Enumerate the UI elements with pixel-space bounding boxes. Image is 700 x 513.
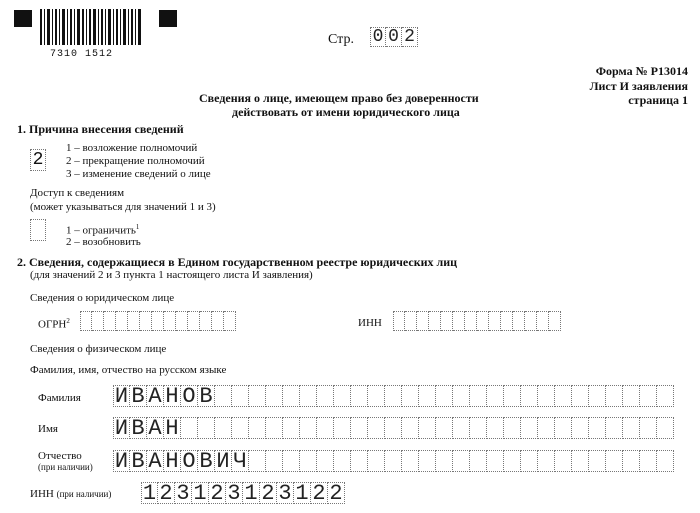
char-cell[interactable] xyxy=(198,417,215,439)
footnote-1-mark: 1 xyxy=(135,223,140,231)
char-cell[interactable] xyxy=(470,385,487,407)
char-cell[interactable] xyxy=(572,385,589,407)
barcode-number: 7310 1512 xyxy=(50,49,114,60)
char-cell[interactable] xyxy=(300,385,317,407)
char-cell[interactable] xyxy=(419,450,436,472)
char-cell[interactable] xyxy=(640,417,657,439)
char-cell[interactable] xyxy=(657,417,674,439)
physical-person-label: Сведения о физическом лице xyxy=(30,343,167,355)
char-cell[interactable] xyxy=(351,385,368,407)
inn-cell[interactable] xyxy=(549,311,561,331)
char-cell[interactable] xyxy=(640,450,657,472)
char-cell[interactable]: В xyxy=(130,385,147,407)
char-cell[interactable] xyxy=(487,417,504,439)
reason-code-cell[interactable]: 2 xyxy=(30,149,46,171)
char-cell[interactable] xyxy=(181,417,198,439)
char-cell[interactable] xyxy=(283,385,300,407)
inn-cell[interactable] xyxy=(465,311,477,331)
char-cell[interactable] xyxy=(606,450,623,472)
char-cell[interactable] xyxy=(606,417,623,439)
char-cell[interactable] xyxy=(623,417,640,439)
ogrn-cell[interactable] xyxy=(128,311,140,331)
section-2-title: 2. Сведения, содержащиеся в Едином государственном реестре юридических лиц xyxy=(17,255,458,269)
page-digit-cell: 0 xyxy=(370,27,386,47)
char-cell[interactable] xyxy=(589,417,606,439)
patronymic-cells[interactable] xyxy=(113,450,674,472)
page-title-line-2: действовать от имени юридического лица xyxy=(232,105,460,119)
char-cell[interactable] xyxy=(504,385,521,407)
page-label: Стр. xyxy=(328,32,354,47)
person-inn-cells[interactable] xyxy=(141,482,345,504)
person-inn-label-text: ИНН xyxy=(30,488,54,500)
char-cell[interactable] xyxy=(657,385,674,407)
sheet-page-label: страница 1 xyxy=(628,93,688,107)
char-cell[interactable]: 1 xyxy=(142,480,157,506)
ogrn-cell[interactable] xyxy=(152,311,164,331)
person-inn-note: (при наличии) xyxy=(56,489,112,499)
char-cell[interactable] xyxy=(589,450,606,472)
char-cell[interactable]: В xyxy=(130,417,147,439)
char-cell[interactable]: 2 xyxy=(260,482,277,504)
surname-cells[interactable] xyxy=(113,385,674,407)
page-number-cells xyxy=(370,27,418,47)
ogrn-cell[interactable] xyxy=(116,311,128,331)
patronymic-note: (при наличии) xyxy=(38,462,93,472)
barcode xyxy=(40,9,142,45)
char-cell[interactable]: 2 xyxy=(209,482,226,504)
ogrn-cell[interactable] xyxy=(200,311,212,331)
char-cell[interactable] xyxy=(623,450,640,472)
ogrn-cells[interactable] xyxy=(80,311,236,331)
char-cell[interactable] xyxy=(453,417,470,439)
ogrn-label xyxy=(38,317,70,331)
char-cell[interactable]: 3 xyxy=(175,482,192,504)
char-cell[interactable] xyxy=(402,385,419,407)
char-cell[interactable] xyxy=(504,450,521,472)
char-cell[interactable] xyxy=(623,385,640,407)
access-option-2: 2 – возобновить xyxy=(66,236,141,248)
char-cell[interactable]: 3 xyxy=(277,482,294,504)
char-cell[interactable] xyxy=(572,450,589,472)
char-cell[interactable] xyxy=(589,385,606,407)
inn-cell[interactable] xyxy=(429,311,441,331)
char-cell[interactable]: В xyxy=(130,450,147,472)
inn-cell[interactable] xyxy=(393,311,405,331)
char-cell[interactable] xyxy=(470,417,487,439)
page-digit-cell: 0 xyxy=(386,27,402,47)
char-cell[interactable] xyxy=(419,385,436,407)
char-cell[interactable] xyxy=(283,417,300,439)
char-cell[interactable] xyxy=(640,385,657,407)
access-note: (может указываться для значений 1 и 3) xyxy=(30,201,216,213)
char-cell[interactable]: И xyxy=(114,415,129,441)
char-cell[interactable] xyxy=(538,417,555,439)
ogrn-cell[interactable] xyxy=(164,311,176,331)
inn-cell[interactable] xyxy=(513,311,525,331)
char-cell[interactable] xyxy=(606,385,623,407)
char-cell[interactable] xyxy=(300,450,317,472)
char-cell[interactable] xyxy=(555,417,572,439)
char-cell[interactable] xyxy=(555,450,572,472)
char-cell[interactable]: А xyxy=(147,385,164,407)
char-cell[interactable] xyxy=(487,385,504,407)
char-cell[interactable]: Ч xyxy=(232,450,249,472)
inn-label: ИНН xyxy=(358,317,382,329)
char-cell[interactable] xyxy=(521,385,538,407)
inn-cell[interactable] xyxy=(537,311,549,331)
char-cell[interactable] xyxy=(504,417,521,439)
char-cell[interactable]: В xyxy=(198,450,215,472)
char-cell[interactable] xyxy=(453,450,470,472)
char-cell[interactable] xyxy=(385,417,402,439)
ogrn-cell[interactable] xyxy=(80,311,92,331)
char-cell[interactable]: 2 xyxy=(328,482,345,504)
char-cell[interactable] xyxy=(402,417,419,439)
fio-label: Фамилия, имя, отчество на русском языке xyxy=(30,364,227,376)
char-cell[interactable]: 1 xyxy=(294,482,311,504)
ogrn-cell[interactable] xyxy=(176,311,188,331)
char-cell[interactable] xyxy=(249,417,266,439)
page-digit-cell: 2 xyxy=(402,27,418,47)
char-cell[interactable]: И xyxy=(114,448,129,474)
char-cell[interactable] xyxy=(317,450,334,472)
section-2-subtitle: (для значений 2 и 3 пункта 1 настоящего листа И заявления) xyxy=(30,269,313,281)
inn-cell[interactable] xyxy=(501,311,513,331)
char-cell[interactable] xyxy=(317,417,334,439)
char-cell[interactable] xyxy=(470,450,487,472)
char-cell[interactable] xyxy=(266,417,283,439)
sheet-label: Лист И заявления xyxy=(589,79,688,93)
char-cell[interactable] xyxy=(351,417,368,439)
char-cell[interactable] xyxy=(487,450,504,472)
char-cell[interactable] xyxy=(215,417,232,439)
char-cell[interactable] xyxy=(266,385,283,407)
ogrn-cell[interactable] xyxy=(92,311,104,331)
inn-cell[interactable] xyxy=(477,311,489,331)
corner-marker-right xyxy=(159,10,177,27)
char-cell[interactable] xyxy=(572,417,589,439)
char-cell[interactable]: Н xyxy=(164,417,181,439)
ogrn-cell[interactable] xyxy=(104,311,116,331)
char-cell[interactable] xyxy=(436,385,453,407)
inn-cell[interactable] xyxy=(405,311,417,331)
footnote-2-mark: 2 xyxy=(66,317,70,325)
char-cell[interactable] xyxy=(538,450,555,472)
section-1-title: 1. Причина внесения сведений xyxy=(17,122,184,136)
char-cell[interactable]: Н xyxy=(164,450,181,472)
char-cell[interactable] xyxy=(232,417,249,439)
char-cell[interactable] xyxy=(368,450,385,472)
char-cell[interactable]: 1 xyxy=(192,482,209,504)
char-cell[interactable]: 2 xyxy=(158,482,175,504)
char-cell[interactable]: 1 xyxy=(243,482,260,504)
char-cell[interactable] xyxy=(317,385,334,407)
char-cell[interactable]: И xyxy=(215,450,232,472)
access-option-1-text: 1 – ограничить xyxy=(66,224,136,237)
reason-option-3: 3 – изменение сведений о лице xyxy=(66,168,211,180)
char-cell[interactable] xyxy=(232,385,249,407)
char-cell[interactable] xyxy=(334,417,351,439)
inn-cell[interactable] xyxy=(417,311,429,331)
ogrn-cell[interactable] xyxy=(140,311,152,331)
char-cell[interactable] xyxy=(436,417,453,439)
inn-cell[interactable] xyxy=(525,311,537,331)
reason-option-2: 2 – прекращение полномочий xyxy=(66,155,205,167)
char-cell[interactable] xyxy=(368,417,385,439)
char-cell[interactable] xyxy=(521,417,538,439)
access-label: Доступ к сведениям xyxy=(30,187,125,199)
char-cell[interactable]: В xyxy=(198,385,215,407)
char-cell[interactable] xyxy=(436,450,453,472)
char-cell[interactable]: А xyxy=(147,417,164,439)
char-cell[interactable] xyxy=(249,450,266,472)
char-cell[interactable]: Н xyxy=(164,385,181,407)
ogrn-label-text: ОГРН xyxy=(38,318,67,331)
char-cell[interactable] xyxy=(266,450,283,472)
char-cell[interactable]: 2 xyxy=(311,482,328,504)
char-cell[interactable]: 3 xyxy=(226,482,243,504)
char-cell[interactable] xyxy=(657,450,674,472)
name-label: Имя xyxy=(38,423,58,435)
char-cell[interactable]: О xyxy=(181,450,198,472)
ogrn-cell[interactable] xyxy=(212,311,224,331)
ogrn-cell[interactable] xyxy=(188,311,200,331)
char-cell[interactable] xyxy=(334,450,351,472)
legal-entity-label: Сведения о юридическом лице xyxy=(30,292,175,304)
inn-cell[interactable] xyxy=(489,311,501,331)
reason-option-1: 1 – возложение полномочий xyxy=(66,142,198,154)
char-cell[interactable] xyxy=(402,450,419,472)
corner-marker-left xyxy=(14,10,32,27)
name-cells[interactable] xyxy=(113,417,674,439)
char-cell[interactable] xyxy=(249,385,266,407)
char-cell[interactable] xyxy=(334,385,351,407)
person-inn-label xyxy=(30,488,111,500)
char-cell[interactable] xyxy=(419,417,436,439)
page-title-line-1: Сведения о лице, имеющем право без доверенности xyxy=(199,91,479,105)
ogrn-cell[interactable] xyxy=(224,311,236,331)
char-cell[interactable] xyxy=(453,385,470,407)
char-cell[interactable]: И xyxy=(114,383,129,409)
char-cell[interactable] xyxy=(300,417,317,439)
char-cell[interactable] xyxy=(215,385,232,407)
access-code-cell[interactable] xyxy=(30,219,46,241)
char-cell[interactable] xyxy=(555,385,572,407)
access-option-1 xyxy=(66,223,139,237)
char-cell[interactable] xyxy=(368,385,385,407)
legal-inn-cells[interactable] xyxy=(393,311,561,331)
char-cell[interactable]: О xyxy=(181,385,198,407)
surname-label: Фамилия xyxy=(38,392,81,404)
patronymic-label: Отчество xyxy=(38,450,82,462)
inn-cell[interactable] xyxy=(453,311,465,331)
form-number: Форма № Р13014 xyxy=(595,64,688,78)
char-cell[interactable]: А xyxy=(147,450,164,472)
char-cell[interactable] xyxy=(351,450,368,472)
char-cell[interactable] xyxy=(385,385,402,407)
inn-cell[interactable] xyxy=(441,311,453,331)
char-cell[interactable] xyxy=(521,450,538,472)
char-cell[interactable] xyxy=(538,385,555,407)
char-cell[interactable] xyxy=(283,450,300,472)
char-cell[interactable] xyxy=(385,450,402,472)
